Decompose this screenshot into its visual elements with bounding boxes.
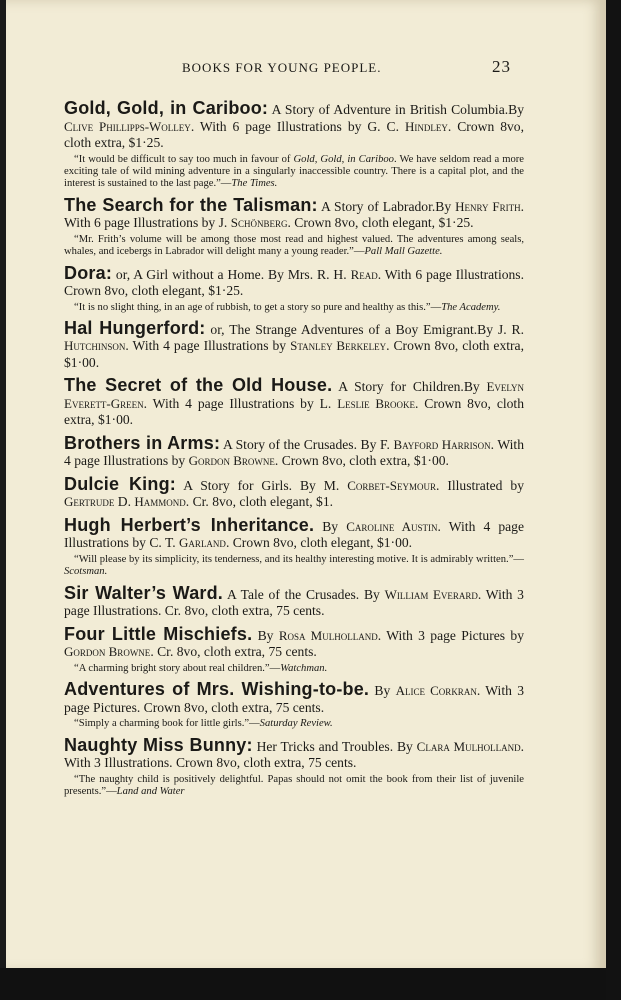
catalogue-entry <box>64 623 524 675</box>
entry-description <box>64 582 524 620</box>
catalogue-entry <box>64 317 524 372</box>
person-name: Evelyn Everett-Green <box>64 379 524 411</box>
book-subtitle: Her Tricks and Troubles. By <box>252 738 417 754</box>
review-quote <box>64 663 524 675</box>
author-name: Clara Mulholland <box>416 738 521 754</box>
author-name: Bayford Harrison <box>393 436 491 452</box>
review-quote <box>64 302 524 314</box>
book-title: Naughty Miss Bunny <box>64 734 247 755</box>
detail-text: By <box>435 198 456 214</box>
quote-text: “Will please by its simplicity, its tenderness, and its healthy interesting motive. It is admirably written.”— <box>74 553 524 565</box>
catalogue-entry <box>64 734 524 799</box>
book-title: Brothers in Arms <box>64 432 214 453</box>
detail-text: By <box>508 102 524 117</box>
catalogue-entry <box>64 194 524 259</box>
detail-text: . With 3 Illustrations. Crown 8vo, cloth extra, 75 cents. <box>64 738 524 771</box>
person-name: Henry Frith <box>455 198 521 214</box>
detail-text: . Crown 8vo, cloth extra, $1·00. <box>64 338 524 370</box>
detail-text: . Crown 8vo, cloth extra, $1·25. <box>64 118 524 150</box>
detail-text: . With 4 page Illustrations by <box>64 436 524 469</box>
entry-description <box>64 681 524 716</box>
title-separator: : <box>169 473 176 494</box>
author-name: Rosa Mulholland <box>278 627 378 643</box>
book-title: Hugh Herbert’s Inheritance. <box>64 514 315 535</box>
quote-text: “The naughty child is positively delightful. Papas should not omit the book from their list of juvenile presents.”— <box>64 773 524 797</box>
catalogue-entry <box>64 377 524 429</box>
book-title: Dora <box>64 262 106 283</box>
detail-text: . With 3 page Illustrations. Cr. 8vo, cloth extra, 75 cents. <box>64 586 524 619</box>
title-separator: : <box>311 194 318 215</box>
book-page <box>6 0 606 972</box>
catalogue-entry <box>64 514 524 579</box>
review-quote <box>64 554 524 579</box>
book-title: Dulcie King <box>64 473 170 494</box>
review-quote <box>64 154 524 191</box>
quote-text: “A charming bright story about real children.”— <box>74 662 281 674</box>
book-subtitle: A Story of Labrador. <box>317 198 436 214</box>
quote-text: “Mr. Frith’s volume will be among those most read and highest valued. The adventures among seals, whales, and icebergs in Labrador will delight many a young reader.”— <box>64 233 524 258</box>
book-subtitle: or, The Strange Adventures of a Boy Emigrant. <box>205 321 478 337</box>
person-name: Hindley <box>404 118 448 134</box>
title-separator: : <box>261 98 269 118</box>
quote-source: Land and Water <box>116 785 185 797</box>
book-subtitle: By <box>314 518 347 534</box>
quote-source: Scotsman. <box>64 566 108 578</box>
person-name: Hutchinson <box>64 338 126 354</box>
book-title: Sir Walter’s Ward. <box>64 582 224 603</box>
detail-text: . With 6 page Illustrations by G. C. <box>190 118 405 134</box>
quote-source: The Academy. <box>441 301 501 313</box>
person-name: Gertrude <box>64 494 115 510</box>
book-title: Gold, Gold, in Cariboo <box>64 98 262 118</box>
book-subtitle: A Story of the Crusades. By F. <box>220 436 394 452</box>
book-title: The Secret of the Old House. <box>64 375 333 396</box>
book-title: Four Little Mischiefs. <box>64 623 253 644</box>
book-title: Hal Hungerford <box>64 317 200 338</box>
title-separator: : <box>246 734 253 755</box>
detail-text: . Crown 8vo, cloth extra, $1·00. <box>274 453 449 469</box>
entry-description <box>64 377 524 429</box>
book-subtitle: A Story of Adventure in British Columbia. <box>268 102 509 117</box>
author-name: Read <box>350 266 378 282</box>
book-subtitle: or, A Girl without a Home. By Mrs. R. H. <box>112 266 351 282</box>
detail-text: By J. R. <box>477 321 524 337</box>
running-title: BOOKS FOR YOUNG PEOPLE. <box>182 60 382 75</box>
entry-description <box>64 473 525 511</box>
detail-text: . With 4 page Illustrations by C. T. <box>64 518 524 551</box>
quote-text: “It would be difficult to say too much in favour of <box>74 153 294 165</box>
book-subtitle: A Tale of the Crusades. By <box>223 586 385 602</box>
catalogue-entry <box>64 262 524 314</box>
person-name: Hammond <box>134 494 186 510</box>
title-separator: : <box>199 317 206 338</box>
catalogue-list <box>64 100 524 804</box>
quote-source: Saturday Review. <box>259 718 333 730</box>
author-name: Caroline Austin <box>346 518 438 534</box>
quote-source: The Times. <box>231 178 278 190</box>
detail-text: . With 4 page Illustrations by <box>125 338 291 354</box>
person-name: Garland <box>179 535 226 551</box>
detail-text: . Crown 8vo, cloth elegant, $1·25. <box>287 215 474 231</box>
person-name: Leslie Brooke <box>337 395 416 411</box>
book-subtitle: By <box>369 683 396 699</box>
catalogue-entry <box>64 100 524 191</box>
detail-text: By <box>463 379 487 395</box>
quote-text: “It is no slight thing, in an age of rubbish, to get a story so pure and healthy as this.”— <box>74 301 442 313</box>
entry-description <box>64 432 524 470</box>
book-title: Adventures of Mrs. Wishing-to-be. <box>64 679 370 700</box>
entry-description <box>64 317 524 372</box>
detail-text: . With 6 page Illustrations by J. <box>64 198 524 231</box>
detail-text: . Cr. 8vo, cloth extra, 75 cents. <box>150 644 317 660</box>
detail-text: . Crown 8vo, cloth extra, $1·00. <box>64 395 524 428</box>
page-number: 23 <box>492 57 511 76</box>
catalogue-entry <box>64 681 524 730</box>
detail-text: . Crown 8vo, cloth elegant, $1·00. <box>225 535 413 551</box>
detail-text: . With 3 page Pictures. Crown 8vo, cloth extra, 75 cents. <box>64 683 525 715</box>
book-subtitle: A Story for Children. <box>332 379 464 395</box>
detail-text: . With 4 page Illustrations by L. <box>143 395 338 411</box>
book-subtitle: A Story for Girls. By M. <box>175 477 348 493</box>
quote-text: “Simply a charming book for little girls.”— <box>74 718 260 730</box>
title-separator: : <box>105 262 113 283</box>
entry-description <box>64 194 524 232</box>
catalogue-entry <box>64 473 525 511</box>
book-title: The Search for the Talisman <box>64 194 312 215</box>
detail-text: . Cr. 8vo, cloth elegant, $1. <box>185 494 334 510</box>
quote-italic: Gold, Gold, in Cariboo <box>293 153 394 165</box>
review-quote <box>64 774 524 799</box>
person-name: Gordon Browne <box>64 644 151 660</box>
detail-text: D. <box>114 494 135 510</box>
person-name: Gordon Browne <box>188 453 275 469</box>
detail-text: . With 6 page Illustrations. Crown 8vo, cloth elegant, $1·25. <box>64 266 524 299</box>
page-shadow-right <box>606 0 621 1000</box>
author-name: Corbet-Seymour <box>347 477 436 493</box>
detail-text: . Illustrated by <box>435 477 525 493</box>
author-name: William Everard <box>384 586 478 602</box>
quote-source: Pall Mall Gazette. <box>364 246 443 258</box>
book-subtitle: By <box>252 627 279 643</box>
detail-text: . With 3 page Pictures by <box>377 627 524 643</box>
page-shadow-bottom <box>0 968 621 1000</box>
person-name: Schönberg <box>230 215 288 231</box>
person-name: Stanley Berkeley <box>290 338 387 354</box>
quote-source: Watchman. <box>280 662 328 674</box>
catalogue-entry <box>64 582 524 620</box>
review-quote <box>64 234 524 259</box>
entry-description <box>64 262 524 300</box>
person-name: Clive Phillipps-Wolley <box>64 118 191 134</box>
entry-description <box>64 623 524 661</box>
entry-description <box>64 514 524 552</box>
entry-description <box>64 100 524 152</box>
entry-description <box>64 734 524 772</box>
author-name: Alice Corkran <box>395 683 477 699</box>
title-separator: : <box>213 432 221 453</box>
review-quote <box>64 718 524 730</box>
catalogue-entry <box>64 432 524 470</box>
quote-text-rest: . We have seldom read a more exciting tale of wild mining adventure in a singularly inaccessible country. There is a capital plot, and the interest is sustained to the last page.”— <box>64 153 524 190</box>
